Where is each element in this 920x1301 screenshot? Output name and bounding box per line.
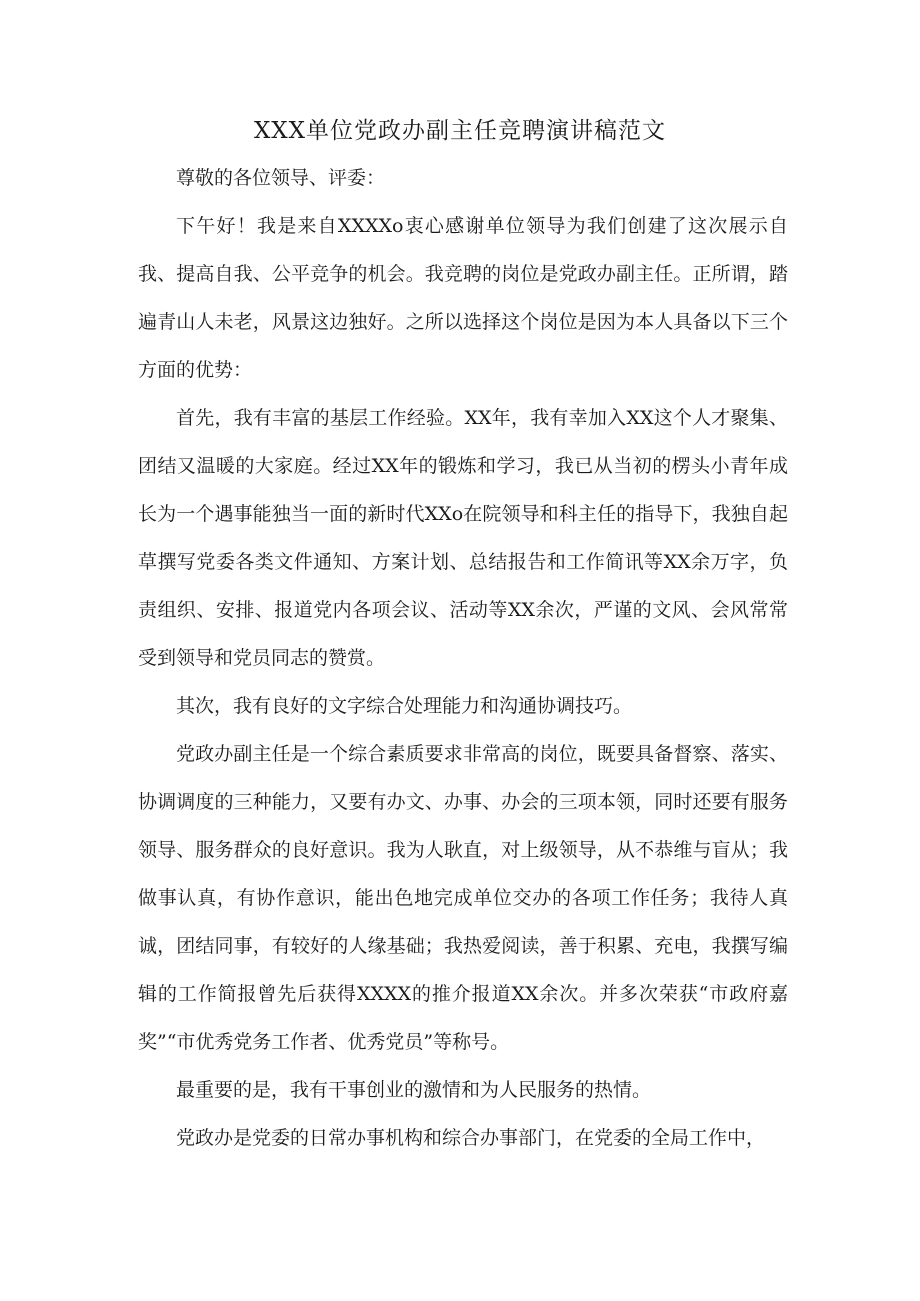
- paragraph-third-advantage-detail: 党政办是党委的日常办事机构和综合办事部门，在党委的全局工作中，: [176, 1127, 766, 1149]
- paragraph-salutation: 尊敬的各位领导、评委：: [176, 167, 386, 189]
- document-title: XXX单位党政办副主任竞聘演讲稿范文: [253, 118, 667, 144]
- paragraph-second-advantage-heading: 其次，我有良好的文字综合处理能力和沟通协调技巧。: [176, 695, 633, 717]
- paragraph-first-advantage: 首先，我有丰富的基层工作经验。XX年，我有幸加入XX这个人才聚集、团结又温暖的大家庭。经过XX年的锻炼和学习，我已从当初的楞头小青年成长为一个遇事能独当一面的新时代XXo在院领导和科主任的指导下，我独自起草撰写党委各类文件通知、方案计划、总结报告和工作简讯等XX余万字，负责组织、安排、报道党内各项会议、活动等XX余次，严谨的文风、会风常常受到领导和党员同志的赞赏。: [138, 407, 788, 669]
- document-body: [138, 154, 788, 1162]
- paragraph-second-advantage-detail: 党政办副主任是一个综合素质要求非常高的岗位，既要具备督察、落实、协调调度的三种能力，又要有办文、办事、办会的三项本领，同时还要有服务领导、服务群众的良好意识。我为人耿直，对上级领导，从不恭维与盲从；我做事认真，有协作意识，能出色地完成单位交办的各项工作任务；我待人真诚，团结同事，有较好的人缘基础；我热爱阅读，善于积累、充电，我撰写编辑的工作简报曾先后获得XXXX的推介报道XX余次。并多次荣获“市政府嘉奖”“市优秀党务工作者、优秀党员”等称号。: [138, 743, 788, 1053]
- paragraph-third-advantage-heading: 最重要的是，我有干事创业的激情和为人民服务的热情。: [176, 1079, 652, 1101]
- paragraph-greeting: 下午好！我是来自XXXXo衷心感谢单位领导为我们创建了这次展示自我、提高自我、公平竞争的机会。我竞聘的岗位是党政办副主任。正所谓，踏遍青山人未老，风景这边独好。之所以选择这个岗位是因为本人具备以下三个方面的优势：: [138, 215, 788, 381]
